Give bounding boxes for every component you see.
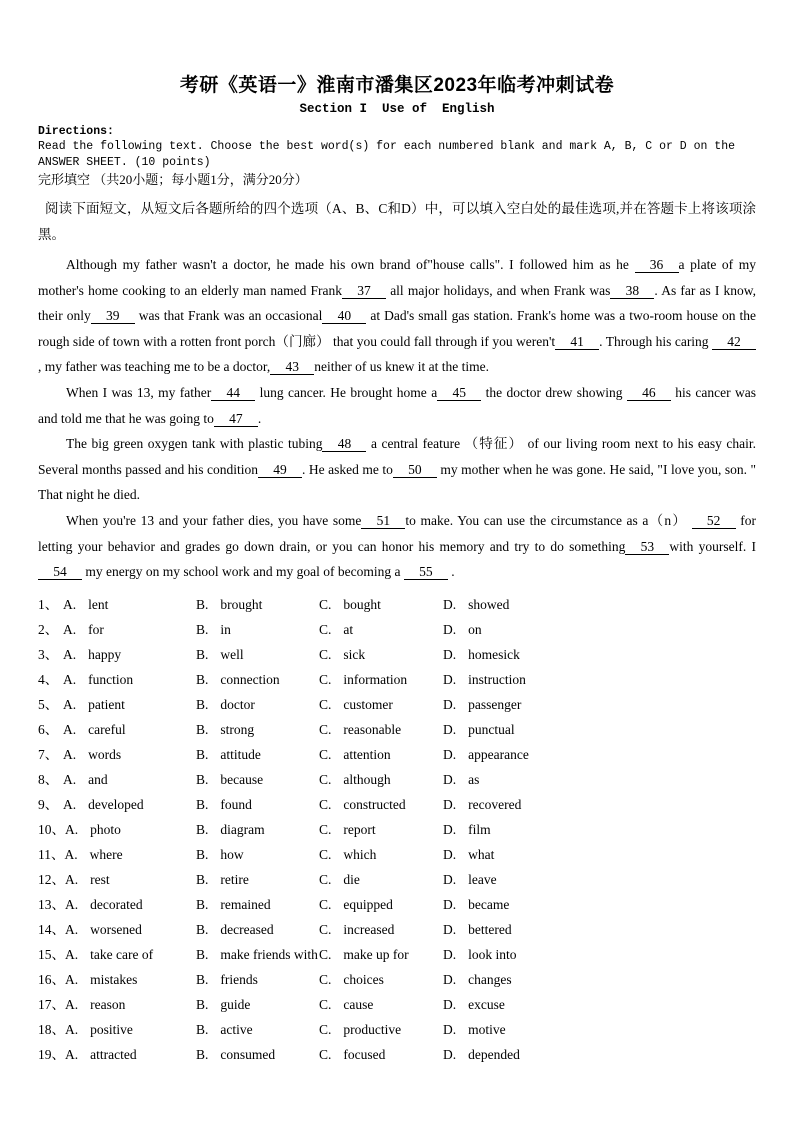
option-letter: C.: [319, 946, 332, 962]
question-number: 14、: [38, 921, 65, 937]
question-cell: [319, 992, 443, 1017]
option-d-text: excuse: [468, 996, 505, 1012]
question-cell: [319, 617, 443, 642]
option-b-text: make friends with: [220, 946, 318, 962]
option-letter: C.: [319, 921, 332, 937]
option-b-text: how: [220, 846, 244, 862]
option-d-text: look into: [468, 946, 517, 962]
option-d-text: what: [468, 846, 495, 862]
question-cell: [319, 667, 443, 692]
question-number: 13、: [38, 896, 65, 912]
option-letter: D.: [443, 746, 457, 762]
option-a-text: happy: [88, 646, 122, 662]
option-letter: B.: [196, 746, 209, 762]
option-letter: B.: [196, 646, 209, 662]
option-letter: D.: [443, 771, 457, 787]
passage: [38, 252, 756, 585]
option-a-text: photo: [90, 821, 121, 837]
cloze-blank-40: 40: [322, 308, 366, 324]
question-cell: [196, 617, 319, 642]
option-letter: C.: [319, 671, 332, 687]
option-letter: B.: [196, 996, 209, 1012]
option-letter: B.: [196, 821, 209, 837]
option-letter: B.: [196, 596, 209, 612]
question-cell: [196, 942, 319, 967]
question-row-8: [38, 767, 756, 792]
option-letter: A.: [64, 846, 78, 862]
option-letter: D.: [443, 996, 457, 1012]
question-row-13: [38, 892, 756, 917]
question-cell: [443, 692, 756, 717]
option-d-text: homesick: [468, 646, 520, 662]
option-letter: C.: [319, 846, 332, 862]
cn-instruction: 阅读下面短文，从短文后各题所给的四个选项（A、B、C和D）中，可以填入空白处的最佳选项,并在答题卡上将该项涂黑。: [38, 201, 756, 242]
option-letter: A.: [65, 996, 79, 1012]
directions-label: Directions:: [38, 125, 114, 138]
option-letter: B.: [196, 921, 209, 937]
question-cell: [319, 867, 443, 892]
option-d-text: leave: [468, 871, 497, 887]
question-cell: [319, 767, 443, 792]
option-c-text: die: [343, 871, 360, 887]
question-row-12: [38, 867, 756, 892]
cloze-blank-50: 50: [393, 462, 437, 478]
option-a-text: rest: [90, 871, 110, 887]
question-cell: [443, 792, 756, 817]
option-a-text: attracted: [90, 1046, 137, 1062]
question-cell: [196, 767, 319, 792]
question-number: 3、: [38, 646, 59, 662]
option-letter: B.: [196, 896, 209, 912]
option-b-text: active: [220, 1021, 253, 1037]
question-row-11: [38, 842, 756, 867]
question-row-14: [38, 917, 756, 942]
option-d-text: became: [468, 896, 510, 912]
question-cell: [196, 1042, 319, 1067]
option-b-text: diagram: [220, 821, 265, 837]
option-a-text: patient: [88, 696, 125, 712]
cloze-blank-39: 39: [91, 308, 135, 324]
option-d-text: showed: [468, 596, 510, 612]
option-a-text: reason: [90, 996, 126, 1012]
question-row-18: [38, 1017, 756, 1042]
cloze-blank-52: 52: [692, 513, 736, 529]
question-cell: [38, 917, 196, 942]
option-a-text: take care of: [90, 946, 154, 962]
option-a-text: and: [88, 771, 108, 787]
option-letter: D.: [443, 1046, 457, 1062]
page-title: 考研《英语一》淮南市潘集区2023年临考冲刺试卷: [179, 75, 615, 96]
question-row-5: [38, 692, 756, 717]
question-list: [38, 592, 756, 1067]
option-letter: A.: [63, 721, 77, 737]
option-b-text: well: [220, 646, 244, 662]
passage-paragraph: Although my father wasn't a doctor, he made his own brand of"house calls". I followed him as he 36 a plate of my mother's home cooking to an elderly man named Frank 37 all major holidays, and when Frank was 38 . As far as I know, their only 39 was that Frank was an occasional 40 at Dad's small gas station. Frank's home was a two-room house on the rough side of town with a rotten front porch（门廊） that you could fall through if you weren't 41 . Through his caring 42, my father was teaching me to be a doctor, 43 neither of us knew it at the time.: [38, 257, 757, 375]
question-cell: [38, 592, 196, 617]
option-letter: A.: [65, 871, 79, 887]
option-letter: B.: [196, 621, 209, 637]
option-letter: B.: [196, 846, 209, 862]
option-b-text: connection: [220, 671, 280, 687]
question-cell: [196, 592, 319, 617]
question-row-2: [38, 617, 756, 642]
option-letter: C.: [319, 971, 332, 987]
option-letter: D.: [443, 921, 457, 937]
option-letter: C.: [319, 996, 332, 1012]
option-letter: A.: [65, 896, 79, 912]
question-cell: [319, 967, 443, 992]
option-letter: B.: [196, 721, 209, 737]
question-cell: [443, 617, 756, 642]
question-cell: [319, 942, 443, 967]
option-letter: B.: [196, 871, 209, 887]
option-c-text: constructed: [343, 796, 406, 812]
question-cell: [38, 967, 196, 992]
question-cell: [38, 692, 196, 717]
option-d-text: passenger: [468, 696, 522, 712]
question-cell: [319, 792, 443, 817]
question-cell: [38, 867, 196, 892]
question-cell: [443, 717, 756, 742]
question-row-19: [38, 1042, 756, 1067]
question-cell: [319, 1017, 443, 1042]
option-b-text: found: [220, 796, 252, 812]
option-a-text: words: [88, 746, 122, 762]
question-cell: [196, 692, 319, 717]
option-letter: A.: [65, 946, 79, 962]
question-cell: [196, 842, 319, 867]
option-a-text: lent: [88, 596, 109, 612]
option-b-text: retire: [220, 871, 249, 887]
option-a-text: positive: [90, 1021, 133, 1037]
option-letter: D.: [443, 721, 457, 737]
question-number: 5、: [38, 696, 59, 712]
question-cell: [443, 1017, 756, 1042]
option-a-text: function: [88, 671, 134, 687]
option-b-text: decreased: [220, 921, 274, 937]
option-letter: D.: [443, 946, 457, 962]
option-letter: C.: [319, 596, 332, 612]
cloze-blank-54: 54: [38, 564, 82, 580]
option-c-text: increased: [343, 921, 395, 937]
question-cell: [319, 592, 443, 617]
question-cell: [196, 992, 319, 1017]
question-number: 1、: [38, 596, 59, 612]
option-c-text: choices: [343, 971, 384, 987]
option-letter: B.: [196, 971, 209, 987]
option-letter: D.: [443, 621, 457, 637]
question-cell: [196, 867, 319, 892]
question-cell: [196, 1017, 319, 1042]
option-b-text: brought: [220, 596, 263, 612]
question-number: 11、: [38, 846, 65, 862]
question-cell: [196, 642, 319, 667]
section-subtitle: Section I Use of English: [299, 102, 495, 116]
option-letter: A.: [65, 971, 79, 987]
question-cell: [196, 917, 319, 942]
question-cell: [38, 767, 196, 792]
question-cell: [196, 892, 319, 917]
option-letter: C.: [319, 721, 332, 737]
question-cell: [38, 1017, 196, 1042]
option-letter: B.: [196, 771, 209, 787]
question-cell: [319, 742, 443, 767]
option-c-text: equipped: [343, 896, 393, 912]
question-cell: [319, 717, 443, 742]
question-cell: [319, 842, 443, 867]
option-b-text: friends: [220, 971, 258, 987]
cloze-blank-46: 46: [627, 385, 671, 401]
question-cell: [443, 592, 756, 617]
option-c-text: focused: [343, 1046, 386, 1062]
question-cell: [443, 842, 756, 867]
option-letter: C.: [319, 821, 332, 837]
question-cell: [38, 942, 196, 967]
question-number: 10、: [38, 821, 65, 837]
question-cell: [319, 692, 443, 717]
option-d-text: motive: [468, 1021, 506, 1037]
option-b-text: because: [220, 771, 264, 787]
question-cell: [196, 967, 319, 992]
question-cell: [38, 742, 196, 767]
question-number: 6、: [38, 721, 59, 737]
option-c-text: cause: [343, 996, 374, 1012]
option-d-text: depended: [468, 1046, 520, 1062]
cloze-blank-41: 41: [555, 334, 599, 350]
option-letter: B.: [196, 796, 209, 812]
question-number: 2、: [38, 621, 59, 637]
option-a-text: decorated: [90, 896, 143, 912]
option-b-text: strong: [220, 721, 255, 737]
question-row-17: [38, 992, 756, 1017]
option-c-text: sick: [343, 646, 366, 662]
cloze-blank-51: 51: [361, 513, 405, 529]
option-a-text: for: [88, 621, 104, 637]
cloze-blank-53: 53: [625, 539, 669, 555]
question-cell: [443, 667, 756, 692]
question-row-10: [38, 817, 756, 842]
option-c-text: which: [343, 846, 377, 862]
option-letter: C.: [319, 771, 332, 787]
question-cell: [443, 867, 756, 892]
option-d-text: on: [468, 621, 482, 637]
question-cell: [443, 1042, 756, 1067]
question-cell: [38, 667, 196, 692]
option-letter: D.: [443, 596, 457, 612]
option-letter: B.: [196, 671, 209, 687]
question-row-6: [38, 717, 756, 742]
option-letter: C.: [319, 796, 332, 812]
question-cell: [443, 742, 756, 767]
cloze-blank-42: 42: [712, 334, 756, 350]
option-b-text: in: [220, 621, 231, 637]
option-letter: C.: [319, 696, 332, 712]
option-letter: A.: [63, 696, 77, 712]
option-letter: D.: [443, 696, 457, 712]
option-letter: B.: [196, 696, 209, 712]
question-row-7: [38, 742, 756, 767]
option-letter: A.: [63, 746, 77, 762]
score-note: 完形填空 （共20小题；每小题1分，满分20分）: [38, 172, 308, 187]
option-c-text: although: [343, 771, 391, 787]
option-letter: D.: [443, 846, 457, 862]
option-c-text: information: [343, 671, 408, 687]
option-letter: A.: [63, 621, 77, 637]
option-letter: D.: [443, 796, 457, 812]
option-b-text: remained: [220, 896, 271, 912]
option-a-text: developed: [88, 796, 144, 812]
question-cell: [319, 817, 443, 842]
question-cell: [38, 892, 196, 917]
question-cell: [38, 992, 196, 1017]
cloze-blank-49: 49: [258, 462, 302, 478]
cloze-blank-55: 55: [404, 564, 448, 580]
option-b-text: guide: [220, 996, 251, 1012]
option-letter: D.: [443, 821, 457, 837]
option-letter: D.: [443, 871, 457, 887]
question-cell: [196, 742, 319, 767]
question-row-3: [38, 642, 756, 667]
question-number: 19、: [38, 1046, 65, 1062]
option-letter: C.: [319, 1021, 332, 1037]
cloze-blank-36: 36: [635, 257, 679, 273]
question-cell: [319, 1042, 443, 1067]
cloze-blank-48: 48: [322, 436, 366, 452]
option-letter: D.: [443, 896, 457, 912]
question-cell: [196, 717, 319, 742]
option-letter: A.: [63, 796, 77, 812]
option-b-text: doctor: [220, 696, 255, 712]
question-number: 7、: [38, 746, 59, 762]
passage-paragraph: When you're 13 and your father dies, you have some 51 to make. You can use the circumstance as a（n） 52 for letting your behavior and grades go down drain, or you can honor his memory and try to do something 53 with yourself. I 54 my energy on my school work and my goal of becoming a 55 .: [38, 512, 757, 580]
question-number: 12、: [38, 871, 65, 887]
option-letter: D.: [443, 971, 457, 987]
option-c-text: bought: [343, 596, 381, 612]
question-cell: [443, 642, 756, 667]
option-b-text: attitude: [220, 746, 261, 762]
option-d-text: bettered: [468, 921, 512, 937]
option-letter: A.: [63, 596, 77, 612]
option-letter: C.: [319, 646, 332, 662]
option-c-text: customer: [343, 696, 393, 712]
option-c-text: report: [343, 821, 376, 837]
question-number: 8、: [38, 771, 59, 787]
question-row-15: [38, 942, 756, 967]
option-letter: D.: [443, 1021, 457, 1037]
question-cell: [38, 817, 196, 842]
option-d-text: punctual: [468, 721, 515, 737]
question-cell: [443, 942, 756, 967]
option-letter: B.: [196, 946, 209, 962]
option-letter: C.: [319, 621, 332, 637]
question-cell: [319, 642, 443, 667]
question-row-4: [38, 667, 756, 692]
question-row-9: [38, 792, 756, 817]
option-b-text: consumed: [220, 1046, 276, 1062]
question-cell: [443, 992, 756, 1017]
option-letter: A.: [63, 646, 77, 662]
option-a-text: mistakes: [90, 971, 138, 987]
option-d-text: instruction: [468, 671, 526, 687]
question-cell: [38, 842, 196, 867]
question-cell: [38, 1042, 196, 1067]
passage-paragraph: When I was 13, my father 44 lung cancer. He brought home a 45 the doctor drew showing 46 his cancer was and told me that he was going to 47 .: [38, 384, 756, 426]
question-cell: [319, 892, 443, 917]
option-letter: A.: [63, 771, 77, 787]
cloze-blank-43: 43: [270, 359, 314, 375]
question-cell: [443, 892, 756, 917]
question-cell: [196, 667, 319, 692]
option-letter: D.: [443, 671, 457, 687]
question-cell: [38, 792, 196, 817]
question-row-16: [38, 967, 756, 992]
option-letter: A.: [65, 921, 79, 937]
question-cell: [196, 792, 319, 817]
question-cell: [443, 967, 756, 992]
question-row-1: [38, 592, 756, 617]
question-number: 4、: [38, 671, 59, 687]
option-a-text: careful: [88, 721, 126, 737]
option-c-text: productive: [343, 1021, 402, 1037]
cloze-blank-37: 37: [342, 283, 386, 299]
option-letter: C.: [319, 1046, 332, 1062]
option-c-text: at: [343, 621, 354, 637]
option-d-text: as: [468, 771, 480, 787]
option-letter: A.: [65, 1046, 79, 1062]
question-cell: [38, 717, 196, 742]
question-cell: [443, 917, 756, 942]
option-d-text: recovered: [468, 796, 522, 812]
option-letter: C.: [319, 896, 332, 912]
cloze-blank-45: 45: [437, 385, 481, 401]
option-d-text: changes: [468, 971, 512, 987]
question-cell: [443, 767, 756, 792]
directions-text: Read the following text. Choose the best word(s) for each numbered blank and mark A, B, C or D on the ANSWER SHEET. (10 points): [38, 140, 736, 169]
option-letter: B.: [196, 1046, 209, 1062]
option-c-text: make up for: [343, 946, 409, 962]
question-cell: [319, 917, 443, 942]
question-cell: [38, 617, 196, 642]
question-number: 15、: [38, 946, 65, 962]
option-c-text: reasonable: [343, 721, 402, 737]
question-cell: [443, 817, 756, 842]
question-number: 9、: [38, 796, 59, 812]
question-number: 18、: [38, 1021, 65, 1037]
question-cell: [38, 642, 196, 667]
option-letter: A.: [65, 821, 79, 837]
option-letter: A.: [63, 671, 77, 687]
question-number: 16、: [38, 971, 65, 987]
cloze-blank-38: 38: [610, 283, 654, 299]
option-letter: B.: [196, 1021, 209, 1037]
option-a-text: where: [89, 846, 123, 862]
option-letter: D.: [443, 646, 457, 662]
cloze-blank-47: 47: [214, 411, 258, 427]
option-d-text: film: [468, 821, 491, 837]
option-letter: A.: [65, 1021, 79, 1037]
question-cell: [196, 817, 319, 842]
option-a-text: worsened: [90, 921, 142, 937]
cloze-blank-44: 44: [211, 385, 255, 401]
option-letter: C.: [319, 746, 332, 762]
question-number: 17、: [38, 996, 65, 1012]
option-d-text: appearance: [468, 746, 529, 762]
passage-paragraph: The big green oxygen tank with plastic tubing 48 a central feature （特征） of our living room next to his easy chair. Several months passed and his condition 49 . He asked me to 50 my mother when he was gone. He said, "I love you, son. " That night he died.: [38, 436, 756, 503]
option-c-text: attention: [343, 746, 391, 762]
option-letter: C.: [319, 871, 332, 887]
